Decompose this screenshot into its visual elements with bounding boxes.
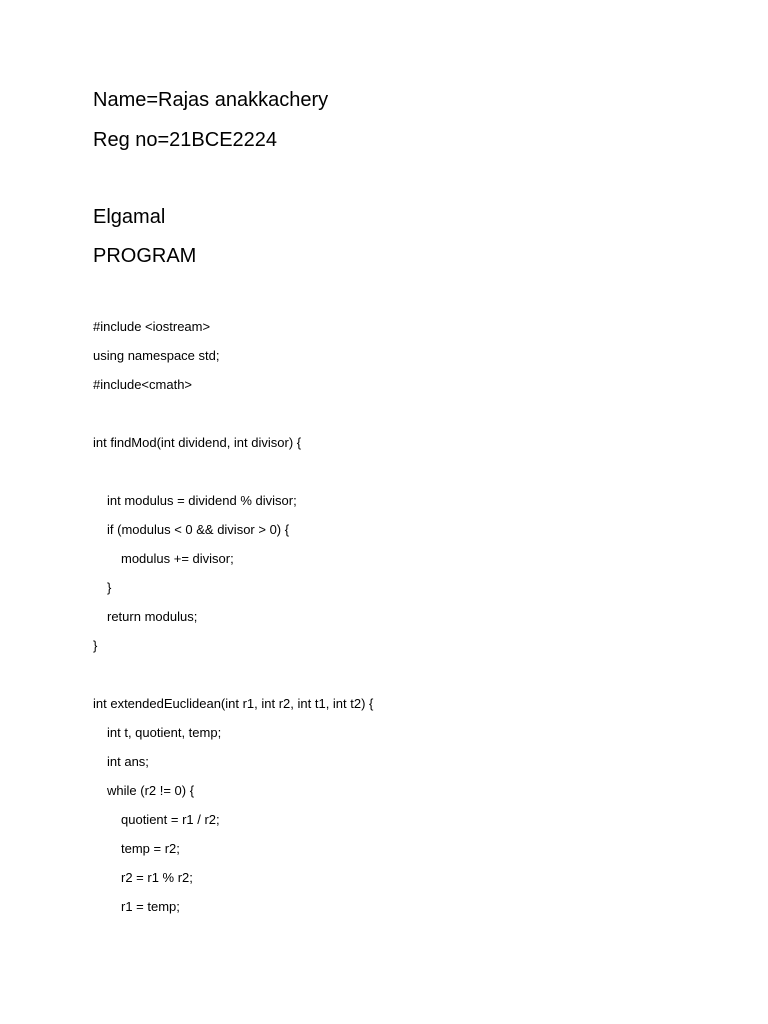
student-name: Name=Rajas anakkachery: [93, 89, 329, 111]
code-line: }: [107, 580, 112, 595]
code-line: temp = r2;: [121, 841, 180, 856]
code-line: #include<cmath>: [93, 377, 193, 392]
code-line: modulus += divisor;: [121, 551, 234, 566]
code-line: int t, quotient, temp;: [107, 725, 222, 740]
code-line: using namespace std;: [93, 348, 220, 363]
code-line: int modulus = dividend % divisor;: [107, 493, 297, 508]
section-title: Elgamal: [93, 206, 166, 228]
code-line: int ans;: [107, 754, 149, 769]
code-line: int extendedEuclidean(int r1, int r2, int t1, int t2) {: [93, 696, 374, 711]
code-line: while (r2 != 0) {: [107, 783, 195, 798]
code-line: quotient = r1 / r2;: [121, 812, 220, 827]
code-line: return modulus;: [107, 609, 198, 624]
section-subtitle: PROGRAM: [93, 245, 197, 267]
code-line: #include <iostream>: [93, 319, 211, 334]
code-line: r1 = temp;: [121, 899, 180, 914]
code-line: r2 = r1 % r2;: [121, 870, 193, 885]
code-line: if (modulus < 0 && divisor > 0) {: [107, 522, 290, 537]
code-line: int findMod(int dividend, int divisor) {: [93, 435, 302, 450]
registration-number: Reg no=21BCE2224: [93, 129, 278, 151]
code-line: }: [93, 638, 98, 653]
